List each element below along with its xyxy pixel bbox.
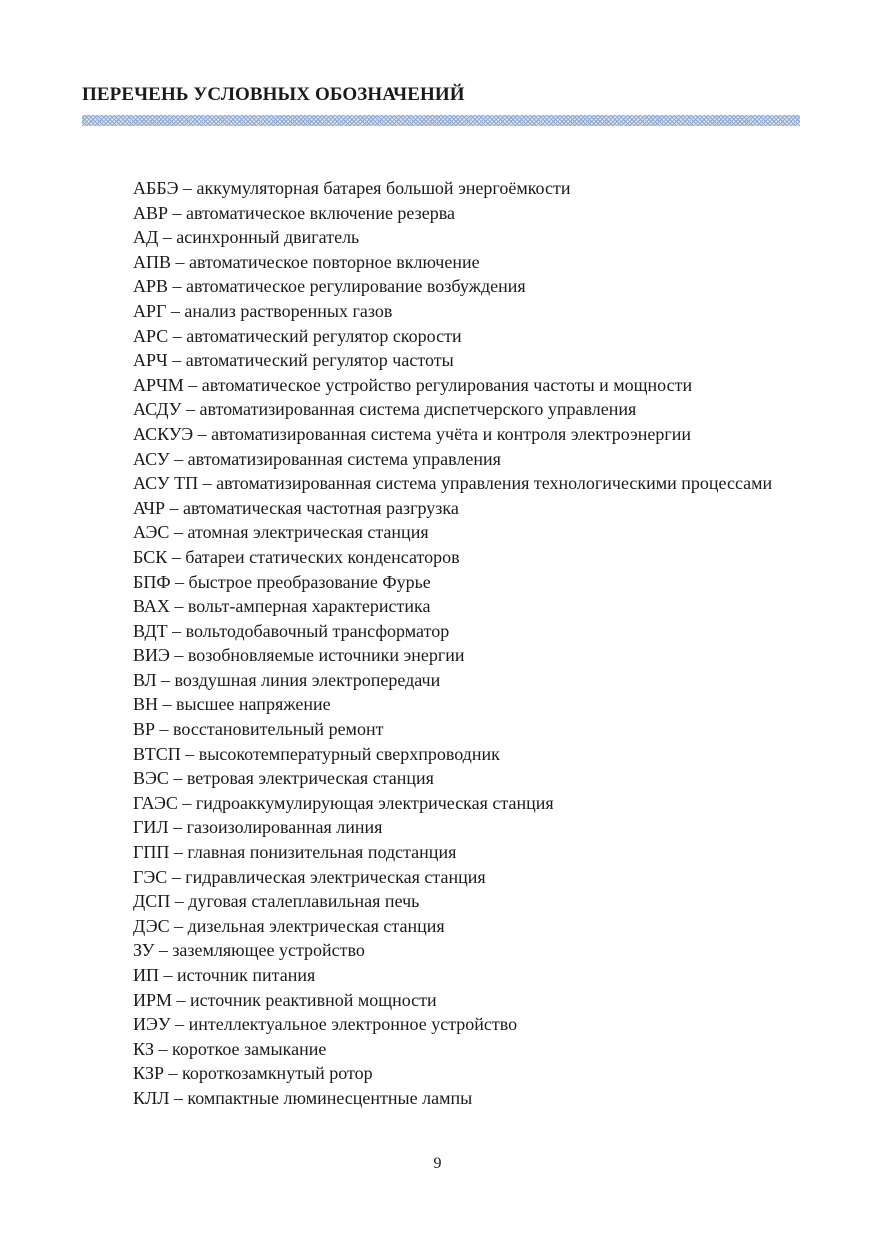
abbreviation-entry: ИРМ – источник реактивной мощности bbox=[133, 989, 437, 1010]
abbreviation-entry: АСДУ – автоматизированная система диспетчерского управления bbox=[133, 399, 637, 420]
abbreviation-entry: АРЧ – автоматический регулятор частоты bbox=[133, 350, 454, 371]
abbreviation-entry: ВЛ – воздушная линия электропередачи bbox=[133, 669, 441, 690]
abbreviation-entry: АСКУЭ – автоматизированная система учёта и контроля электроэнергии bbox=[133, 423, 692, 444]
abbreviation-entry: АЧР – автоматическая частотная разгрузка bbox=[133, 497, 459, 518]
abbreviation-entry: АСУ – автоматизированная система управления bbox=[133, 448, 501, 469]
abbreviation-entry: АСУ ТП – автоматизированная система управления технологическими процессами bbox=[133, 473, 773, 494]
abbreviation-entry: БСК – батареи статических конденсаторов bbox=[133, 546, 460, 567]
abbreviation-entry: АРЧМ – автоматическое устройство регулирования частоты и мощности bbox=[133, 374, 693, 395]
abbreviation-entry: КЗР – короткозамкнутый ротор bbox=[133, 1063, 373, 1084]
abbreviation-entry: АББЭ – аккумуляторная батарея большой энергоёмкости bbox=[133, 178, 571, 198]
abbreviation-entry: БПФ – быстрое преобразование Фурье bbox=[133, 571, 431, 592]
abbreviation-entry: ВР – восстановительный ремонт bbox=[133, 719, 384, 740]
abbreviation-entry: АВР – автоматическое включение резерва bbox=[133, 202, 455, 223]
abbreviation-entry: АД – асинхронный двигатель bbox=[133, 227, 360, 248]
abbreviation-entry: ВТСП – высокотемпературный сверхпроводник bbox=[133, 743, 500, 764]
abbreviation-entry: ЗУ – заземляющее устройство bbox=[133, 940, 365, 961]
abbreviation-entry: ДСП – дуговая сталеплавильная печь bbox=[133, 891, 420, 912]
abbreviation-entry: ВДТ – вольтодобавочный трансформатор bbox=[133, 620, 450, 641]
page-number: 9 bbox=[433, 1155, 442, 1172]
abbreviation-entry: ДЭС – дизельная электрическая станция bbox=[133, 915, 445, 936]
abbreviation-list bbox=[133, 176, 793, 1111]
heading-underline-bar bbox=[82, 115, 800, 126]
page-title: ПЕРЕЧЕНЬ УСЛОВНЫХ ОБОЗНАЧЕНИЙ bbox=[82, 84, 465, 105]
abbreviation-entry: АРВ – автоматическое регулирование возбуждения bbox=[133, 276, 526, 297]
abbreviation-entry: ВЭС – ветровая электрическая станция bbox=[133, 768, 434, 789]
abbreviation-entry: ИЭУ – интеллектуальное электронное устройство bbox=[133, 1014, 518, 1035]
abbreviation-entry: ГПП – главная понизительная подстанция bbox=[133, 842, 457, 863]
abbreviation-entry: ВН – высшее напряжение bbox=[133, 694, 331, 715]
abbreviation-entry: АРС – автоматический регулятор скорости bbox=[133, 325, 462, 346]
abbreviation-entry: КЗ – короткое замыкание bbox=[133, 1038, 327, 1059]
abbreviation-entry: ГИЛ – газоизолированная линия bbox=[133, 817, 383, 838]
abbreviation-entry: АЭС – атомная электрическая станция bbox=[133, 522, 429, 543]
abbreviation-entry: ГАЭС – гидроаккумулирующая электрическая станция bbox=[133, 792, 554, 813]
abbreviation-entry: ГЭС – гидравлическая электрическая станция bbox=[133, 866, 486, 887]
abbreviation-entry: АРГ – анализ растворенных газов bbox=[133, 300, 393, 321]
abbreviation-entry: КЛЛ – компактные люминесцентные лампы bbox=[133, 1087, 473, 1108]
abbreviation-entry: АПВ – автоматическое повторное включение bbox=[133, 251, 480, 272]
abbreviation-entry: ИП – источник питания bbox=[133, 965, 316, 985]
abbreviation-entry: ВАХ – вольт-амперная характеристика bbox=[133, 596, 431, 617]
abbreviation-entry: ВИЭ – возобновляемые источники энергии bbox=[133, 645, 465, 666]
